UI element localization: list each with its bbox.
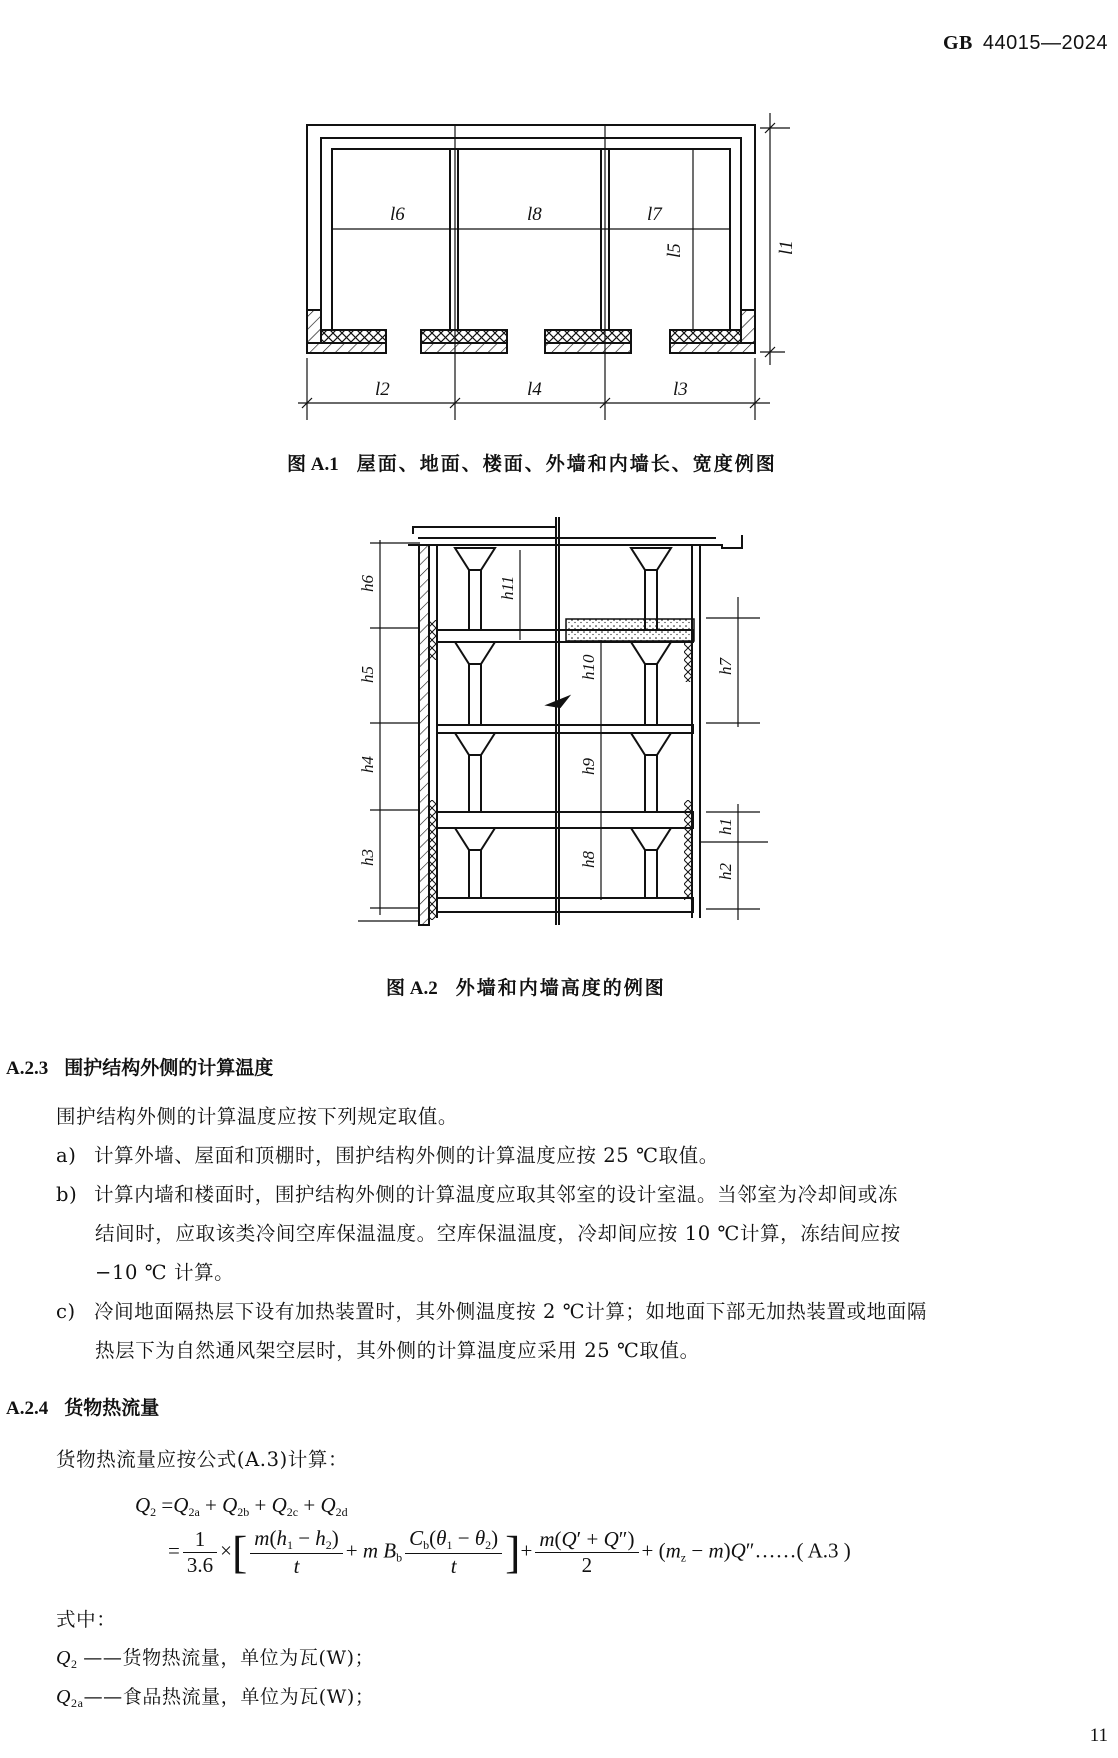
figure-a2-caption [386, 973, 666, 1000]
std-number: 44015—2024 [982, 32, 1108, 54]
where-label: 式中： [56, 1608, 117, 1631]
formula-line-2: = $\frac{1}{3.6}$ ×[ $\frac{m(h_1 - h_2)}{t}$ + m $B_b$ $\frac{C_b(\theta_1 - \theta_2)}{t}$ ]+ $\frac{m(Q' + Q'')}{2}$ + ($m_z$ − m)Q″……( A.3 ) [168, 1526, 851, 1578]
list-text: 计算外墙、屋面和顶棚时，围护结构外侧的计算温度应按 25 ℃取值。 [94, 1144, 719, 1167]
list-marker: c) [56, 1300, 76, 1323]
list-text: 冷间地面隔热层下设有加热装置时，其外侧温度按 2 ℃计算；如地面下部无加热装置或地面隔 [94, 1300, 927, 1323]
list-item-a [56, 1144, 719, 1167]
label-l5: l5 [664, 243, 685, 258]
def-text: ——食品热流量，单位为瓦(W)； [83, 1686, 375, 1708]
figure-a1-plan-diagram [290, 105, 830, 425]
label-l6: l6 [390, 204, 405, 225]
list-marker: a) [56, 1144, 77, 1167]
figure-a1-title: 屋面、地面、楼面、外墙和内墙长、宽度例图 [356, 453, 777, 475]
section-a23-heading [6, 1053, 273, 1080]
section-title: 货物热流量 [64, 1397, 160, 1419]
section-a24-intro: 货物热流量应按公式(A.3)计算： [56, 1448, 349, 1471]
label-l4: l4 [527, 379, 542, 400]
definition-q2 [56, 1646, 374, 1671]
label-h1: h1 [716, 818, 735, 835]
formula-number: ( A.3 ) [796, 1538, 851, 1563]
label-h4: h4 [358, 756, 377, 773]
label-l2: l2 [375, 379, 390, 400]
section-number: A.2.4 [6, 1398, 49, 1419]
label-l8: l8 [527, 204, 542, 225]
std-prefix: GB [942, 32, 973, 54]
def-symbol: Q [56, 1686, 72, 1708]
label-h9: h9 [579, 758, 598, 775]
label-h10: h10 [579, 654, 598, 680]
def-text: ——货物热流量，单位为瓦(W)； [83, 1647, 375, 1669]
label-h8: h8 [579, 851, 598, 868]
figure-a1-number: 图 A.1 [287, 454, 339, 475]
section-a24-heading [6, 1393, 159, 1420]
list-item-b [56, 1183, 898, 1206]
standard-number-header [943, 30, 1108, 55]
label-l3: l3 [673, 379, 688, 400]
label-h5: h5 [358, 666, 377, 683]
label-l1: l1 [776, 240, 797, 255]
figure-a2-section-diagram [355, 510, 775, 950]
list-item-b-line2: 结间时，应取该类冷间空库保温温度。空库保温温度，冷却间应按 10 ℃计算，冻结间应按 [95, 1222, 901, 1245]
label-h2: h2 [716, 863, 735, 880]
def-subscript: 2a [71, 1696, 84, 1710]
list-item-c [56, 1300, 927, 1323]
list-marker: b) [56, 1183, 78, 1206]
figure-a2-title: 外墙和内墙高度的例图 [455, 977, 666, 999]
formula-line-1: $Q_2 =Q_{2a} + Q_{2b} + Q_{2c} + Q_{2d}$ [135, 1493, 348, 1519]
list-text: 计算内墙和楼面时，围护结构外侧的计算温度应取其邻室的设计室温。当邻室为冷却间或冻 [94, 1183, 899, 1206]
label-h7: h7 [716, 658, 735, 675]
figure-a2-number: 图 A.2 [386, 978, 438, 999]
label-h3: h3 [358, 849, 377, 866]
section-title: 围护结构外侧的计算温度 [64, 1057, 274, 1079]
list-item-b-line3: −10 ℃ 计算。 [95, 1261, 235, 1284]
label-h11: h11 [498, 575, 517, 600]
def-subscript: 2 [71, 1657, 78, 1671]
page-number: 11 [1089, 1725, 1108, 1746]
label-l7: l7 [647, 204, 662, 225]
def-symbol: Q [56, 1647, 72, 1669]
label-h6: h6 [358, 575, 377, 592]
definition-q2a [56, 1685, 375, 1710]
list-item-c-line2: 热层下为自然通风架空层时，其外侧的计算温度应采用 25 ℃取值。 [95, 1339, 700, 1362]
section-number: A.2.3 [6, 1058, 49, 1079]
section-a23-intro: 围护结构外侧的计算温度应按下列规定取值。 [56, 1105, 459, 1128]
figure-a1-caption [287, 449, 777, 476]
